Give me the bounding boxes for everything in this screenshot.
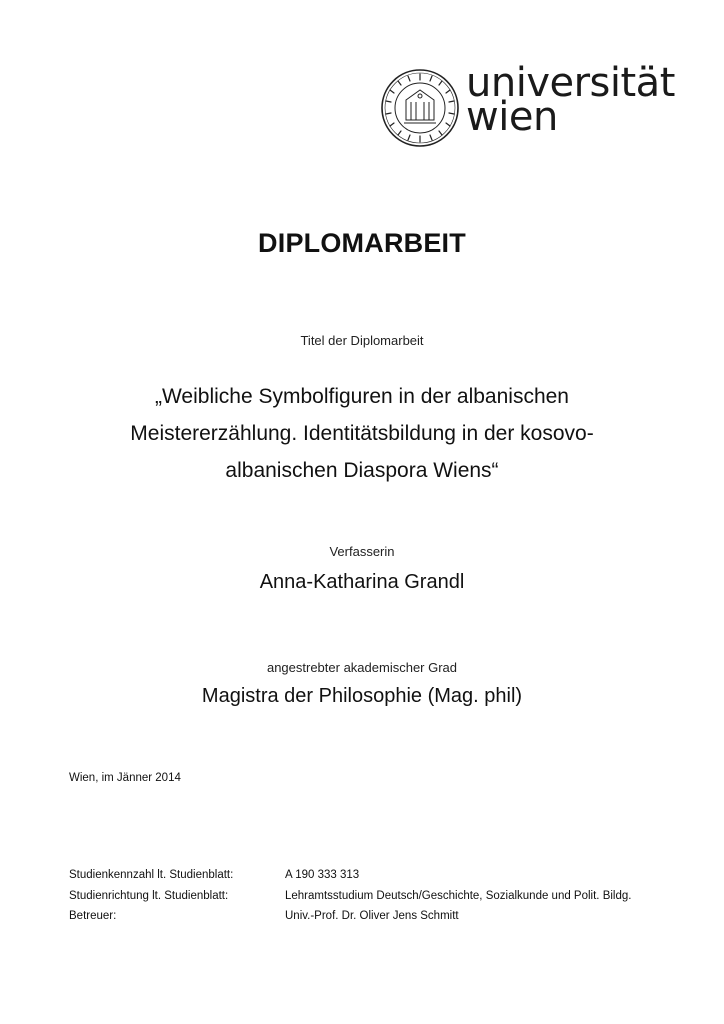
metadata-value: Univ.-Prof. Dr. Oliver Jens Schmitt — [285, 910, 459, 922]
thesis-title-line: Meistererzählung. Identitätsbildung in der kosovo- — [130, 422, 594, 445]
place-and-date: Wien, im Jänner 2014 — [69, 772, 181, 784]
metadata-key: Betreuer: — [69, 910, 117, 922]
wordmark-line-1: universität — [466, 60, 675, 106]
university-seal-icon — [380, 68, 460, 148]
title-label: Titel der Diplomarbeit — [300, 333, 424, 348]
author-name: Anna-Katharina Grandl — [259, 571, 465, 593]
metadata-value: Lehramtsstudium Deutsch/Geschichte, Sozialkunde und Polit. Bildg. — [285, 890, 632, 902]
author-label: Verfasserin — [329, 544, 395, 559]
university-logo — [380, 60, 675, 154]
document-type-heading: DIPLOMARBEIT — [258, 228, 466, 258]
thesis-title-line: „Weibliche Symbolfiguren in der albanischen — [154, 385, 569, 408]
wordmark-line-2: wien — [466, 94, 558, 140]
metadata-key: Studienkennzahl lt. Studienblatt: — [69, 869, 234, 881]
metadata-key: Studienrichtung lt. Studienblatt: — [69, 890, 229, 902]
university-wordmark — [466, 60, 675, 140]
thesis-title — [0, 378, 724, 489]
degree-label: angestrebter akademischer Grad — [266, 660, 458, 675]
metadata-value: A 190 333 313 — [285, 869, 360, 881]
degree-name: Magistra der Philosophie (Mag. phil) — [201, 685, 523, 707]
thesis-title-line: albanischen Diaspora Wiens“ — [225, 459, 499, 482]
